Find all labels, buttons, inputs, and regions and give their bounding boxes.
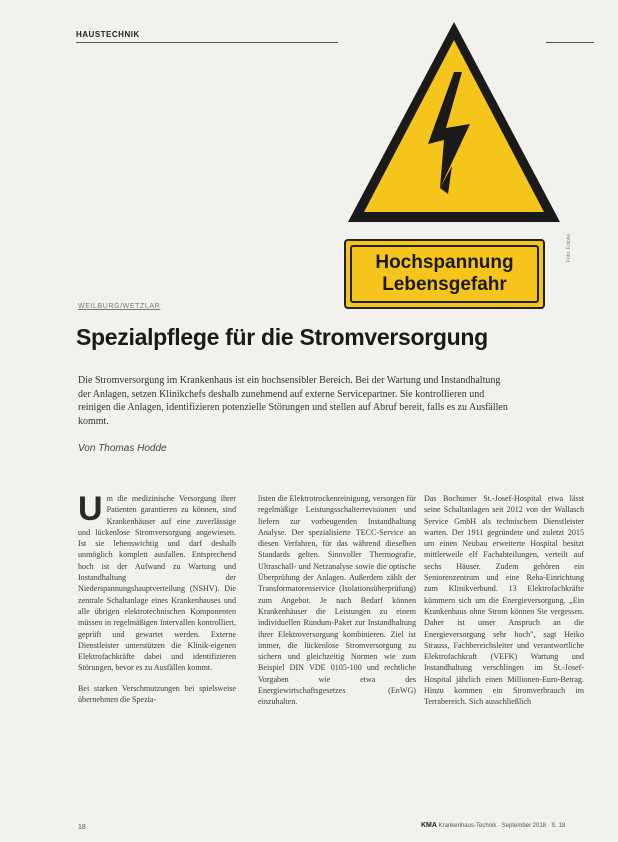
publication-info: Krankenhaus-Technik · September 2018 · S. 18 [438, 823, 566, 829]
publication-footer [421, 822, 565, 829]
body-paragraph: Bei starken Verschmutzungen bei spielsweise übernehmen die Spezia- [78, 683, 236, 705]
body-column-1 [78, 490, 236, 714]
section-label: HAUSTECHNIK [76, 30, 140, 39]
kicker: WEILBURG/WETZLAR [78, 303, 161, 310]
body-column-3 [424, 493, 584, 717]
header-rule [76, 42, 338, 43]
body-paragraph [78, 490, 236, 674]
publication-name: KMA [421, 822, 437, 829]
body-text: m die medizinische Versorgung ihrer Patienten garantieren zu können, sind Krankenhäuser auf eine zuverlässige und lückenlose Stromversorgung angewiesen. Ist sie lebenswichtig und darf deshalb unmöglich komplett ausfallen. Entsprechend hoch ist der Aufwand zu Wartung und Instandhaltung der Niederspannungshauptverteilung (NSHV). Die zentrale Schaltanlage eines Krankenhauses und alle übrigen elektrotechnischen Komponenten müssen in regelmäßigen Intervallen kontrolliert, geprüft und gewartet werden. Externe Dienstleister unterstützen die Klinik-eigenen Elektrofachkräfte dabei und identifizieren Störungen, bevor es zu Ausfällen kommt. [78, 494, 236, 673]
high-voltage-warning-icon [344, 18, 564, 228]
lead-paragraph: Die Stromversorgung im Krankenhaus ist ein hochsensibler Bereich. Bei der Wartung und Instandhaltung der Anlagen, setzen Klinikchefs deshalb zunehmend auf externe Servicepartner. Sie kontrollieren und reinigen die Anlagen, identifizieren potenzielle Störungen und stellen auf Abruf bereit, falls es zu Ausfällen kommt. [78, 375, 508, 427]
body-column-2 [258, 493, 416, 717]
danger-sign [344, 239, 545, 309]
sign-line-2: Lebensgefahr [382, 274, 507, 295]
body-paragraph: Das Bochumer St.-Josef-Hospital etwa lässt seine Schaltanlagen seit 2012 von der Wallasch Service GmbH als technischem Dienstleister warten. Der 1911 gegründete und zuletzt 2015 um einen Neubau erweiterte Hospital besitzt mittlerweile elf Fachabteilungen, verteilt auf sechs Häuser. Zudem gehören ein Seniorenzentrum und eine Reha-Einrichtung zum Klinikverbund. 13 Elektrofachkräfte kümmern sich um die Energieversorgung. „Ein Krankenhaus ohne Strom können Sie vergessen. Daher ist unser Anspruch an die Energieversorgung sehr hoch", sagt Heiko Strauss, Fachbereichsleiter und verantwortliche Elektrofachkraft (VEFK) Wartung und Instandhaltung verschlingen im St.-Josef-Hospital jährlich einen Millionen-Euro-Betrag. Hinzu kommen ein Stromverbrauch im Terrabereich. Sich ausschließlich [424, 494, 584, 707]
page-number: 18 [78, 824, 86, 831]
drop-cap: U [78, 490, 103, 528]
body-paragraph: listen die Elektrotrockenreinigung, versorgen für regelmäßige Leistungsschalterrevisionen und liefern zur vorbeugenden Instandhaltung Analyse. Der spezialisierte TECC-Service an diesen Verfahren, für das während dieselben Standards gelten. Sinnvoller Thermografie, Ultraschall- und Netzanalyse sowie die optische Überprüfung der Anlagen. Außerdem zählt der Transformatorenservice (Isolationsüberprüfung) zum Angebot. Je nach Bedarf können Krankenhäuser die Leistungen zu einem individuellen Rundum-Paket zur Instandhaltung ihrer Elektroversorgung kombinieren. Ziel ist immer, die lückenlose Stromversorgung zu sichern und gleichzeitig Normen wie zum Beispiel DIN VDE 0105-100 und rechtliche Vorgaben wie etwa des Energiewirtschaftsgesetzes (EnWG) einzuhalten. [258, 494, 416, 707]
byline: Von Thomas Hodde [78, 443, 167, 454]
headline: Spezialpflege für die Stromversorgung [76, 324, 488, 350]
sign-line-1: Hochspannung [375, 252, 514, 273]
photo-credit: Foto: Fotolia [566, 234, 572, 262]
danger-sign-inner [350, 245, 539, 303]
